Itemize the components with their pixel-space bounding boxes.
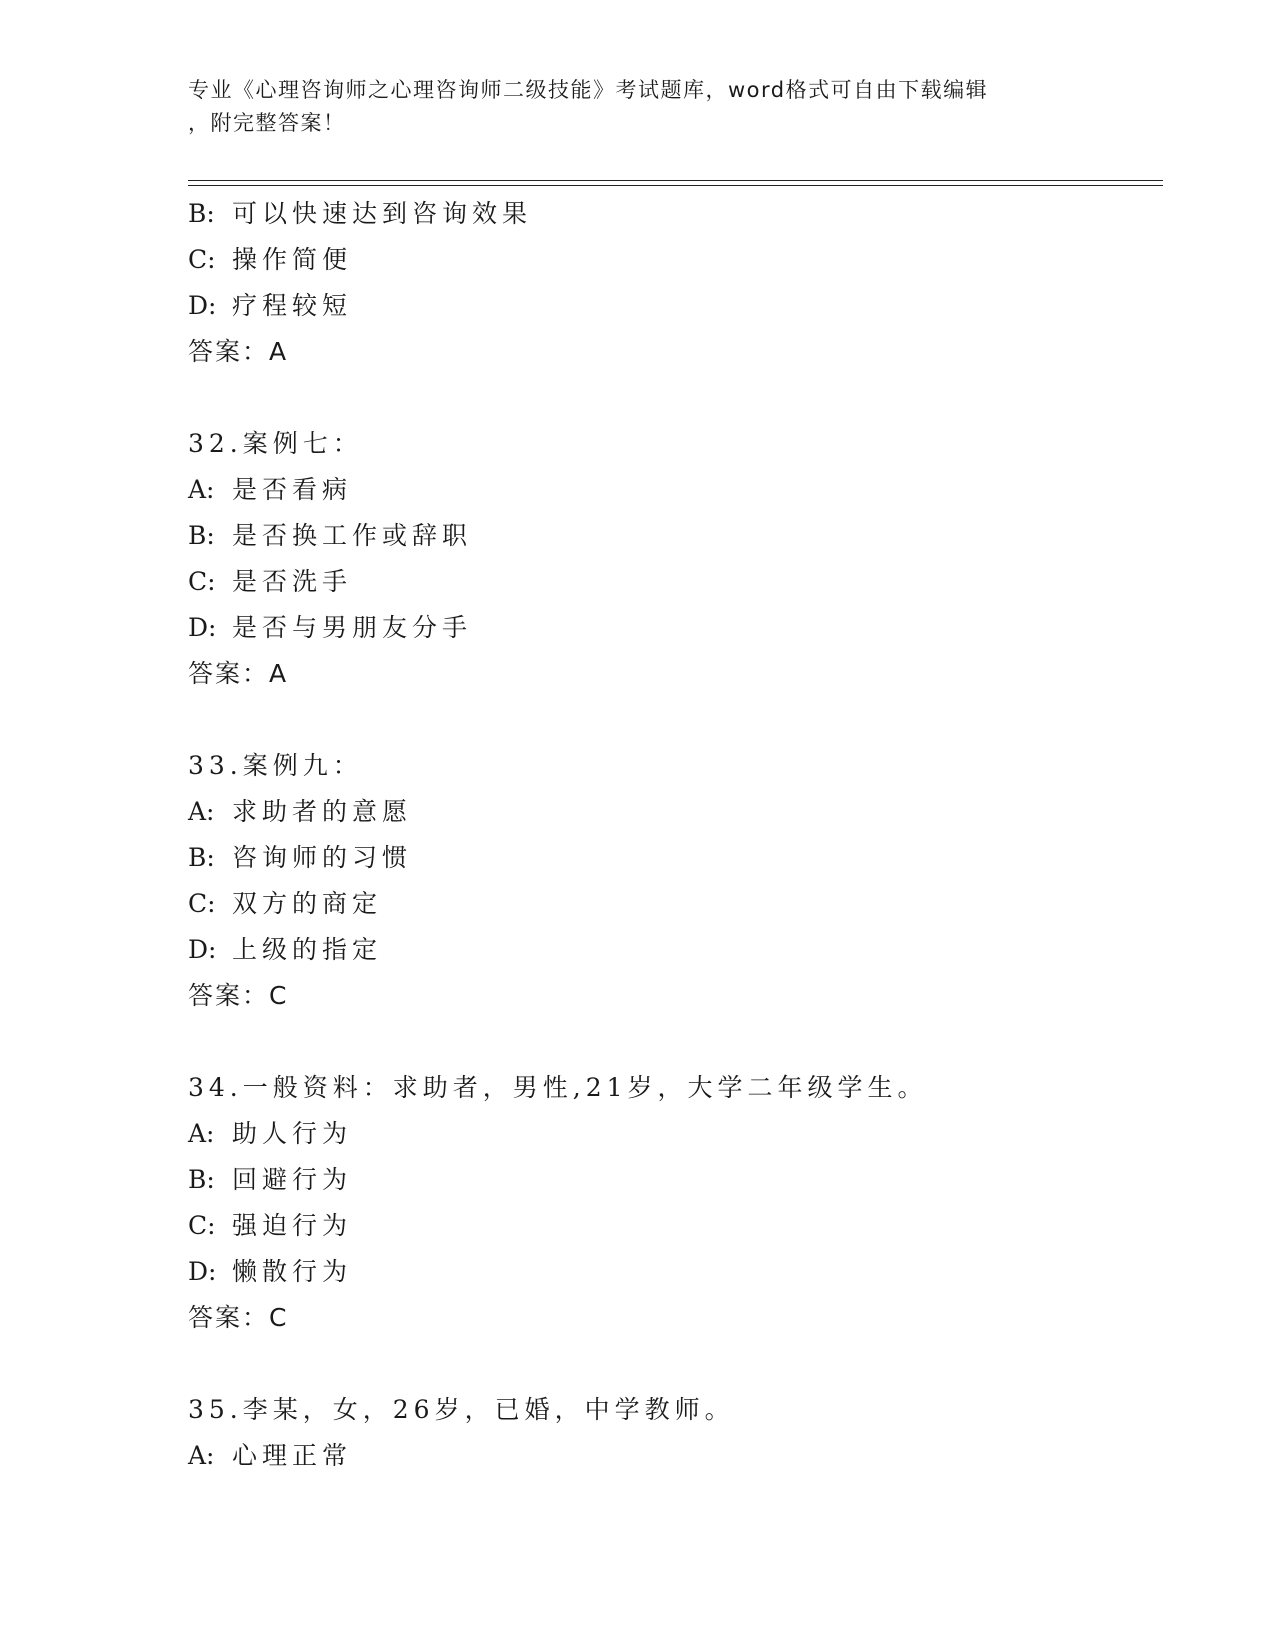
document-header	[188, 74, 1068, 140]
option-letter: B:	[188, 521, 215, 550]
spacer	[188, 697, 1148, 743]
header-divider-bottom	[188, 185, 1163, 186]
option-letter: A:	[188, 1119, 215, 1148]
option-b	[188, 835, 1148, 881]
option-letter: D:	[188, 613, 217, 642]
header-line-2: ，附完整答案！	[188, 111, 346, 135]
option-text: 回避行为	[232, 1165, 353, 1194]
option-d	[188, 283, 1148, 329]
option-b	[188, 1157, 1148, 1203]
option-text: 上级的指定	[232, 935, 383, 964]
option-text: 是否换工作或辞职	[232, 521, 473, 550]
option-a	[188, 467, 1148, 513]
option-letter: B:	[188, 843, 215, 872]
option-a	[188, 1433, 1148, 1479]
option-text: 强迫行为	[232, 1211, 353, 1240]
option-letter: C:	[188, 567, 216, 596]
question-stem: 35.李某，女，26岁，已婚，中学教师。	[188, 1395, 735, 1424]
spacer	[188, 375, 1148, 421]
option-text: 是否洗手	[232, 567, 353, 596]
option-a	[188, 789, 1148, 835]
question-list	[188, 191, 1148, 1479]
answer-line: 答案：A	[188, 337, 289, 366]
option-d	[188, 1249, 1148, 1295]
option-letter: A:	[188, 1441, 215, 1470]
question-stem: 32.案例七：	[188, 429, 363, 458]
option-c	[188, 881, 1148, 927]
option-text: 疗程较短	[232, 291, 353, 320]
option-c	[188, 559, 1148, 605]
spacer	[188, 1341, 1148, 1387]
option-letter: A:	[188, 797, 215, 826]
option-c	[188, 1203, 1148, 1249]
option-letter: C:	[188, 1211, 216, 1240]
option-letter: C:	[188, 889, 216, 918]
answer-line: 答案：A	[188, 659, 289, 688]
option-letter: D:	[188, 1257, 217, 1286]
option-text: 懒散行为	[232, 1257, 353, 1286]
option-letter: D:	[188, 291, 217, 320]
option-text: 求助者的意愿	[232, 797, 413, 826]
question-32	[188, 421, 1148, 697]
question-31-tail	[188, 191, 1148, 375]
option-text: 双方的商定	[232, 889, 383, 918]
answer-line: 答案：C	[188, 1303, 289, 1332]
option-letter: B:	[188, 1165, 215, 1194]
option-letter: A:	[188, 475, 215, 504]
option-letter: C:	[188, 245, 216, 274]
header-divider-top	[188, 180, 1163, 181]
question-34	[188, 1065, 1148, 1341]
option-b	[188, 513, 1148, 559]
question-stem: 33.案例九：	[188, 751, 363, 780]
option-text: 是否与男朋友分手	[232, 613, 473, 642]
option-text: 心理正常	[232, 1441, 353, 1470]
option-text: 是否看病	[232, 475, 353, 504]
option-c	[188, 237, 1148, 283]
spacer	[188, 1019, 1148, 1065]
option-text: 操作简便	[232, 245, 353, 274]
header-line-1: 专业《心理咨询师之心理咨询师二级技能》考试题库，word格式可自由下载编辑	[188, 78, 989, 102]
option-text: 可以快速达到咨询效果	[232, 199, 533, 228]
option-a	[188, 1111, 1148, 1157]
answer-line: 答案：C	[188, 981, 289, 1010]
option-letter: B:	[188, 199, 215, 228]
option-text: 咨询师的习惯	[232, 843, 413, 872]
option-d	[188, 927, 1148, 973]
option-b	[188, 191, 1148, 237]
option-text: 助人行为	[232, 1119, 353, 1148]
option-d	[188, 605, 1148, 651]
option-letter: D:	[188, 935, 217, 964]
question-33	[188, 743, 1148, 1019]
question-stem: 34.一般资料：求助者，男性,21岁，大学二年级学生。	[188, 1073, 928, 1102]
question-35	[188, 1387, 1148, 1479]
